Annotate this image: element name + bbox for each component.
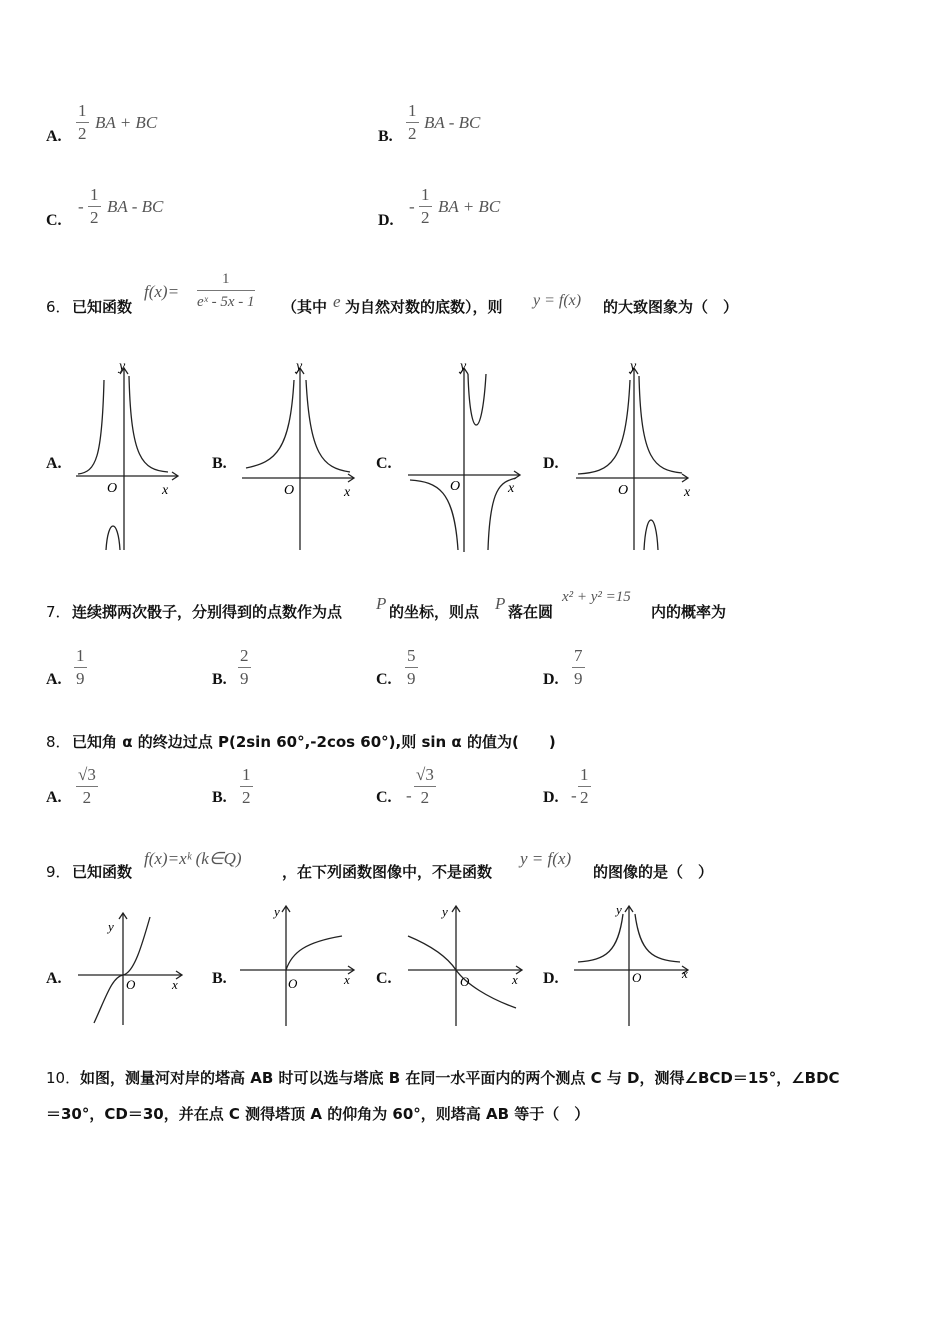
q9-option-b-label[interactable]: B. (212, 970, 227, 987)
q6-text-middle2: 为自然对数的底数），则 (345, 298, 503, 316)
q8-option-a-label: A. (46, 789, 62, 806)
q9-d-x-label: x (682, 966, 688, 981)
q8-option-b-label: B. (212, 789, 227, 806)
q8-option-c-label: C. (376, 789, 392, 806)
q9-c-origin: O (460, 974, 470, 989)
q5-option-c-fraction: $\frac{1}{2}$ (90, 185, 99, 227)
q6-option-c-label[interactable]: C. (376, 455, 392, 472)
q7-text1: 连续掷两次骰子，分别得到的点数作为点 (72, 603, 343, 621)
q6-text-middle1: （其中 (282, 298, 328, 316)
q9-text3: 的图像的是（ ） (593, 863, 714, 881)
q7-option-a-label: A. (46, 671, 62, 688)
q8-text: 已知角 α 的终边过点 P(2sin 60°,-2cos 60°),则 sin α 的值为( ) (72, 733, 556, 751)
q8-option-c-fraction: $\frac{√3}{2}$ (416, 765, 434, 807)
q5-option-a-fraction: $\frac{1}{2}$ (78, 101, 87, 143)
q7-option-d-label: D. (543, 671, 559, 688)
q6-e-symbol: e (333, 292, 341, 311)
q7-text4: 内的概率为 (651, 603, 727, 621)
q8-number: 8． (46, 733, 71, 751)
q8-option-d-prefix: - (571, 786, 577, 805)
q5-option-b-label: B. (378, 128, 393, 145)
q9-func2: y = f(x) (520, 849, 572, 868)
q9-a-y-label: y (108, 919, 114, 934)
q9-func: f(x)=xᵏ (k∈Q) (144, 849, 242, 868)
q6-func2: y = f(x) (533, 292, 582, 309)
q9-a-origin: O (126, 977, 136, 992)
q7-option-c-fraction: $\frac{5}{9}$ (407, 646, 416, 688)
q6-option-d-label[interactable]: D. (543, 455, 559, 472)
q9-a-x-label: x (172, 977, 178, 992)
q5-option-a-label: A. (46, 128, 62, 145)
q6-b-y-label: y (296, 359, 303, 374)
q6-c-origin: O (450, 479, 461, 494)
q9-b-x-label: x (344, 972, 350, 987)
q6-text-after: 的大致图象为（ ） (603, 298, 739, 316)
q6-b-origin: O (284, 483, 295, 498)
q9-b-origin: O (288, 976, 298, 991)
q8-option-c-prefix: - (406, 786, 412, 805)
q9-text1: 已知函数 (72, 863, 133, 881)
q8-option-d-label: D. (543, 789, 559, 806)
q5-option-d-prefix: - (409, 197, 415, 216)
q6-option-b-label[interactable]: B. (212, 455, 227, 472)
q6-func-lhs: f(x)= (144, 282, 180, 301)
q6-c-y-label: y (460, 359, 467, 374)
q6-graph-d[interactable] (570, 358, 695, 553)
q7-text2: 的坐标，则点 (389, 603, 480, 621)
q6-d-x-label: x (684, 485, 691, 500)
q10-line2: ＝30°，CD＝30，并在点 C 测得塔顶 A 的仰角为 60°，则塔高 AB 等于（ ） (46, 1105, 590, 1123)
q6-b-x-label: x (344, 485, 351, 500)
q7-option-b-fraction: $\frac{2}{9}$ (240, 646, 249, 688)
q5-option-d-label: D. (378, 212, 394, 229)
q5-option-b-expr: BA - BC (424, 113, 481, 132)
q9-graph-a[interactable] (72, 905, 187, 1030)
q7-option-c-label: C. (376, 671, 392, 688)
q7-text3: 落在圆 (508, 603, 554, 621)
q6-graph-c[interactable] (402, 358, 527, 553)
q9-b-y-label: y (274, 904, 280, 919)
q5-option-d-fraction: $\frac{1}{2}$ (421, 185, 430, 227)
q5-option-c-label: C. (46, 212, 62, 229)
q8-option-d-fraction: $\frac{1}{2}$ (580, 765, 589, 807)
q5-option-c-prefix: - (78, 197, 84, 216)
q7-p1: P (376, 594, 387, 613)
q9-graph-c[interactable] (402, 900, 527, 1030)
q9-c-x-label: x (512, 972, 518, 987)
q5-option-d-expr: BA + BC (438, 197, 501, 216)
q6-text-before: 已知函数 (72, 298, 133, 316)
q8-option-a-fraction: $\frac{√3}{2}$ (78, 765, 96, 807)
q6-number: 6． (46, 298, 71, 316)
q6-d-origin: O (618, 483, 629, 498)
q9-graph-b[interactable] (236, 900, 361, 1030)
q9-number: 9． (46, 863, 71, 881)
q7-number: 7． (46, 603, 71, 621)
q9-option-a-label[interactable]: A. (46, 970, 62, 987)
q5-option-c-expr: BA - BC (107, 197, 164, 216)
q9-option-c-label[interactable]: C. (376, 970, 392, 987)
q6-graph-b[interactable] (236, 358, 361, 553)
q9-text2: ，在下列函数图像中，不是函数 (282, 863, 493, 881)
q8-option-b-fraction: $\frac{1}{2}$ (242, 765, 251, 807)
q6-c-x-label: x (508, 481, 515, 496)
q6-a-y-label: y (119, 359, 126, 374)
q7-option-b-label: B. (212, 671, 227, 688)
q5-option-b-fraction: $\frac{1}{2}$ (408, 101, 417, 143)
q9-c-y-label: y (442, 904, 448, 919)
q10-line1: 如图，测量河对岸的塔高 AB 时可以选与塔底 B 在同一水平面内的两个测点 C 与 D，测得∠BCD＝15°，∠BDC (80, 1069, 840, 1087)
q6-d-y-label: y (630, 359, 637, 374)
q6-a-x-label: x (162, 483, 169, 498)
q7-circle: x² + y² =15 (562, 589, 631, 605)
q6-option-a-label[interactable]: A. (46, 455, 62, 472)
q10-number: 10． (46, 1069, 81, 1087)
q9-option-d-label[interactable]: D. (543, 970, 559, 987)
q7-p2: P (495, 594, 506, 613)
q9-d-y-label: y (616, 902, 622, 917)
q5-option-a-expr: BA + BC (95, 113, 158, 132)
q6-graph-a[interactable] (70, 358, 185, 553)
q6-a-origin: O (107, 481, 118, 496)
q9-d-origin: O (632, 970, 642, 985)
q9-graph-d[interactable] (570, 900, 695, 1030)
q7-option-a-fraction: $\frac{1}{9}$ (76, 646, 85, 688)
q6-func-fraction: $\frac{1}{\text{eˣ - 5x - 1}}$ (197, 268, 255, 313)
q7-option-d-fraction: $\frac{7}{9}$ (574, 646, 583, 688)
